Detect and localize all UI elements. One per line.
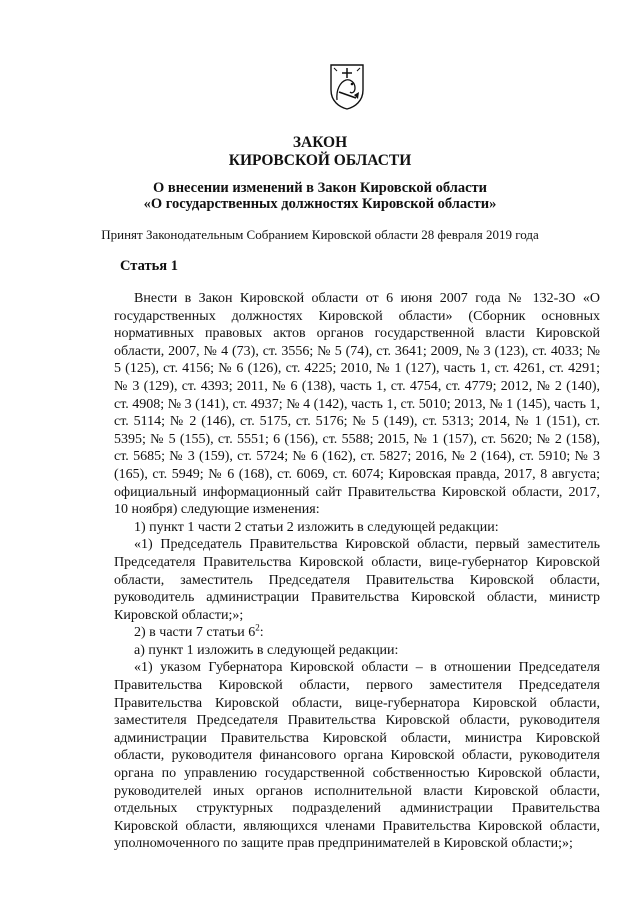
item-1-quote: «1) Председатель Правительства Кировской области, первый заместитель Председателя Правительства Кировской области, вице-губернатор Кировской области, заместитель Председателя Правительства Кировской области, руководитель администрации Правительства Кировской области, министр Кировской области;»; bbox=[114, 537, 600, 623]
item-2 bbox=[114, 624, 600, 642]
item-1: 1) пункт 1 части 2 статьи 2 изложить в следующей редакции: bbox=[134, 519, 499, 535]
kirov-coat-of-arms-emblem bbox=[328, 62, 366, 110]
item-2-superscript: 2 bbox=[255, 622, 260, 633]
article-body bbox=[114, 290, 600, 853]
law-subtitle bbox=[0, 180, 640, 212]
law-subtitle-line1: О внесении изменений в Закон Кировской области bbox=[152, 180, 488, 196]
law-title-line1: ЗАКОН bbox=[292, 134, 348, 151]
article-heading: Статья 1 bbox=[120, 258, 178, 274]
item-2a-quote: «1) указом Губернатора Кировской области – в отношении Председателя Правительства Кировской области, первого заместителя Председателя Правительства Кировской области, вице-губернатора Кировской области, заместителя Председателя Правительства Кировской области, руководителя администрации Правительства Кировской области, министра Кировской области, руководителя финансового органа Кировской области, руководителя органа по управлению государственной собственностью Кировской области, руководителей иных органов исполнительной власти Кировской области, отдельных структурных подразделений администрации Правительства Кировской области, являющихся членами Правительства Кировской области, уполномоченного по защите прав предпринимателей в Кировской области;»; bbox=[114, 660, 600, 852]
law-subtitle-line2: «О государственных должностях Кировской области» bbox=[143, 196, 497, 212]
item-2-colon: : bbox=[259, 625, 264, 641]
item-2-text: 2) в части 7 статьи 6 bbox=[134, 625, 256, 641]
adoption-note: Принят Законодательным Собранием Кировской области 28 февраля 2019 года bbox=[101, 227, 539, 242]
item-2a: а) пункт 1 изложить в следующей редакции: bbox=[134, 642, 399, 658]
law-title-line2: КИРОВСКОЙ ОБЛАСТИ bbox=[228, 152, 412, 169]
intro-paragraph: Внести в Закон Кировской области от 6 июня 2007 года № 132-ЗО «О государственных должностях Кировской области» (Сборник основных нормативных правовых актов органов государственной власти Кировской области, 2007, № 4 (73), ст. 3556; № 5 (74), ст. 3641; 2009, № 3 (123), ст. 4033; № 5 (125), ст. 4156; № 6 (126), ст. 4225; 2010, № 1 (127), часть 1, ст. 4261, ст. 4291; № 3 (129), ст. 4393; 2011, № 6 (138), часть 1, ст. 4754, ст. 4779; 2012, № 2 (140), ст. 4908; № 3 (141), ст. 4937; № 4 (142), часть 1, ст. 5010; 2013, № 1 (145), часть 1, ст. 5114; № 2 (146), ст. 5175, ст. 5176; № 5 (149), ст. 5313; 2014, № 1 (151), ст. 5395; № 5 (155), ст. 5551; 6 (156), ст. 5588; 2015, № 1 (157), ст. 5620; № 2 (158), ст. 5685; № 3 (159), ст. 5724; № 6 (162), ст. 5827; 2016, № 2 (164), ст. 5910; № 3 (165), ст. 5949; № 6 (168), ст. 6069, ст. 6074; Кировская правда, 2017, 8 августа; официальный информационный сайт Правительства Кировской области, 2017, 10 ноября) следующие изменения: bbox=[114, 291, 600, 518]
law-title bbox=[0, 134, 640, 170]
